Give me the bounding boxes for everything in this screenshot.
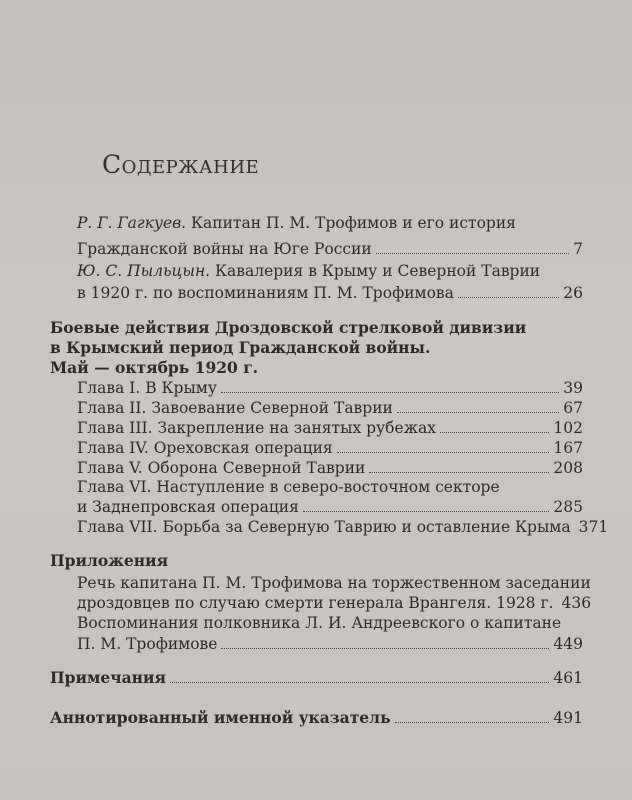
page-number: 371: [578, 518, 609, 536]
dot-leader: [458, 284, 559, 298]
dot-leader: [440, 419, 549, 433]
entry-text: Кавалерия в Крыму и Северной Таврии: [210, 262, 541, 280]
chapter-label: Глава VII. Борьба за Северную Таврию и оставление Крыма: [77, 518, 571, 536]
toc-entry-intro-1: [77, 213, 516, 233]
entry-text: в 1920 г. по воспоминаниям П. М. Трофимова: [77, 284, 454, 302]
part-heading-line-3: Май — октябрь 1920 г.: [50, 358, 259, 377]
page-number: 39: [563, 379, 583, 397]
index-label: Аннотированный именной указатель: [50, 708, 391, 727]
chapter-label: Глава V. Оборона Северной Таврии: [77, 459, 366, 477]
appendix-item-1-line1: Речь капитана П. М. Трофимова на торжественном заседании: [77, 574, 591, 592]
page-number: 449: [553, 635, 583, 653]
toc-chapter-3[interactable]: [77, 418, 583, 438]
page-number: 491: [553, 709, 583, 727]
chapter-label: и Заднепровская операция: [77, 498, 299, 516]
toc-chapter-2[interactable]: [77, 398, 583, 418]
part-heading-line-2: в Крымский период Гражданской войны.: [50, 338, 431, 357]
chapter-label: Глава I. В Крыму: [77, 379, 217, 397]
page-number: 7: [573, 240, 583, 258]
appendix-item-2-line1: Воспоминания полковника Л. И. Андреевского о капитане: [77, 614, 562, 632]
chapter-label: Глава IV. Ореховская операция: [77, 439, 333, 457]
page-number: 26: [563, 284, 583, 302]
toc-chapter-7[interactable]: [77, 517, 609, 537]
dot-leader: [369, 459, 549, 473]
dot-leader: [303, 498, 550, 512]
part-heading-line-1: Боевые действия Дроздовской стрелковой дивизии: [50, 318, 527, 337]
dot-leader: [376, 240, 569, 254]
appendix-item-1[interactable]: [77, 593, 592, 613]
toc-chapter-6-line1: Глава VI. Наступление в северо-восточном секторе: [77, 478, 500, 496]
toc-chapter-4[interactable]: [77, 438, 583, 458]
chapter-label: Глава III. Закрепление на занятых рубежах: [77, 419, 436, 437]
entry-text: Капитан П. М. Трофимов и его история: [186, 214, 516, 232]
page-number: 102: [553, 419, 583, 437]
page-number: 167: [553, 439, 583, 457]
dot-leader: [170, 669, 549, 683]
entry-text: П. М. Трофимове: [77, 635, 218, 653]
toc-notes[interactable]: [50, 668, 583, 688]
dot-leader: [221, 379, 559, 393]
page-number: 285: [553, 498, 583, 516]
page-number: 436: [561, 594, 592, 612]
dot-leader: [337, 439, 550, 453]
toc-entry-intro-2-line2[interactable]: [77, 283, 583, 303]
dot-leader: [395, 709, 550, 723]
toc-chapter-5[interactable]: [77, 458, 583, 478]
toc-entry-intro-2: [77, 261, 540, 281]
dot-leader: [397, 399, 559, 413]
toc-chapter-6[interactable]: [77, 497, 583, 517]
author-name: Р. Г. Гагкуев.: [77, 214, 187, 232]
toc-index[interactable]: [50, 708, 583, 728]
chapter-label: Глава II. Завоевание Северной Таврии: [77, 399, 393, 417]
entry-text: дроздовцев по случаю смерти генерала Врангеля. 1928 г.: [77, 594, 554, 612]
page-title: Содержание: [102, 150, 260, 179]
page-number: 67: [563, 399, 583, 417]
appendix-heading: Приложения: [50, 551, 169, 570]
notes-label: Примечания: [50, 668, 166, 687]
dot-leader: [221, 635, 549, 649]
page-number: 208: [553, 459, 583, 477]
toc-chapter-1[interactable]: [77, 378, 583, 398]
author-name: Ю. С. Пыльцын.: [77, 262, 211, 280]
toc-entry-intro-1-line2[interactable]: [77, 239, 583, 259]
page-number: 461: [553, 669, 583, 687]
appendix-item-2[interactable]: [77, 634, 583, 654]
entry-text: Гражданской войны на Юге России: [77, 240, 372, 258]
